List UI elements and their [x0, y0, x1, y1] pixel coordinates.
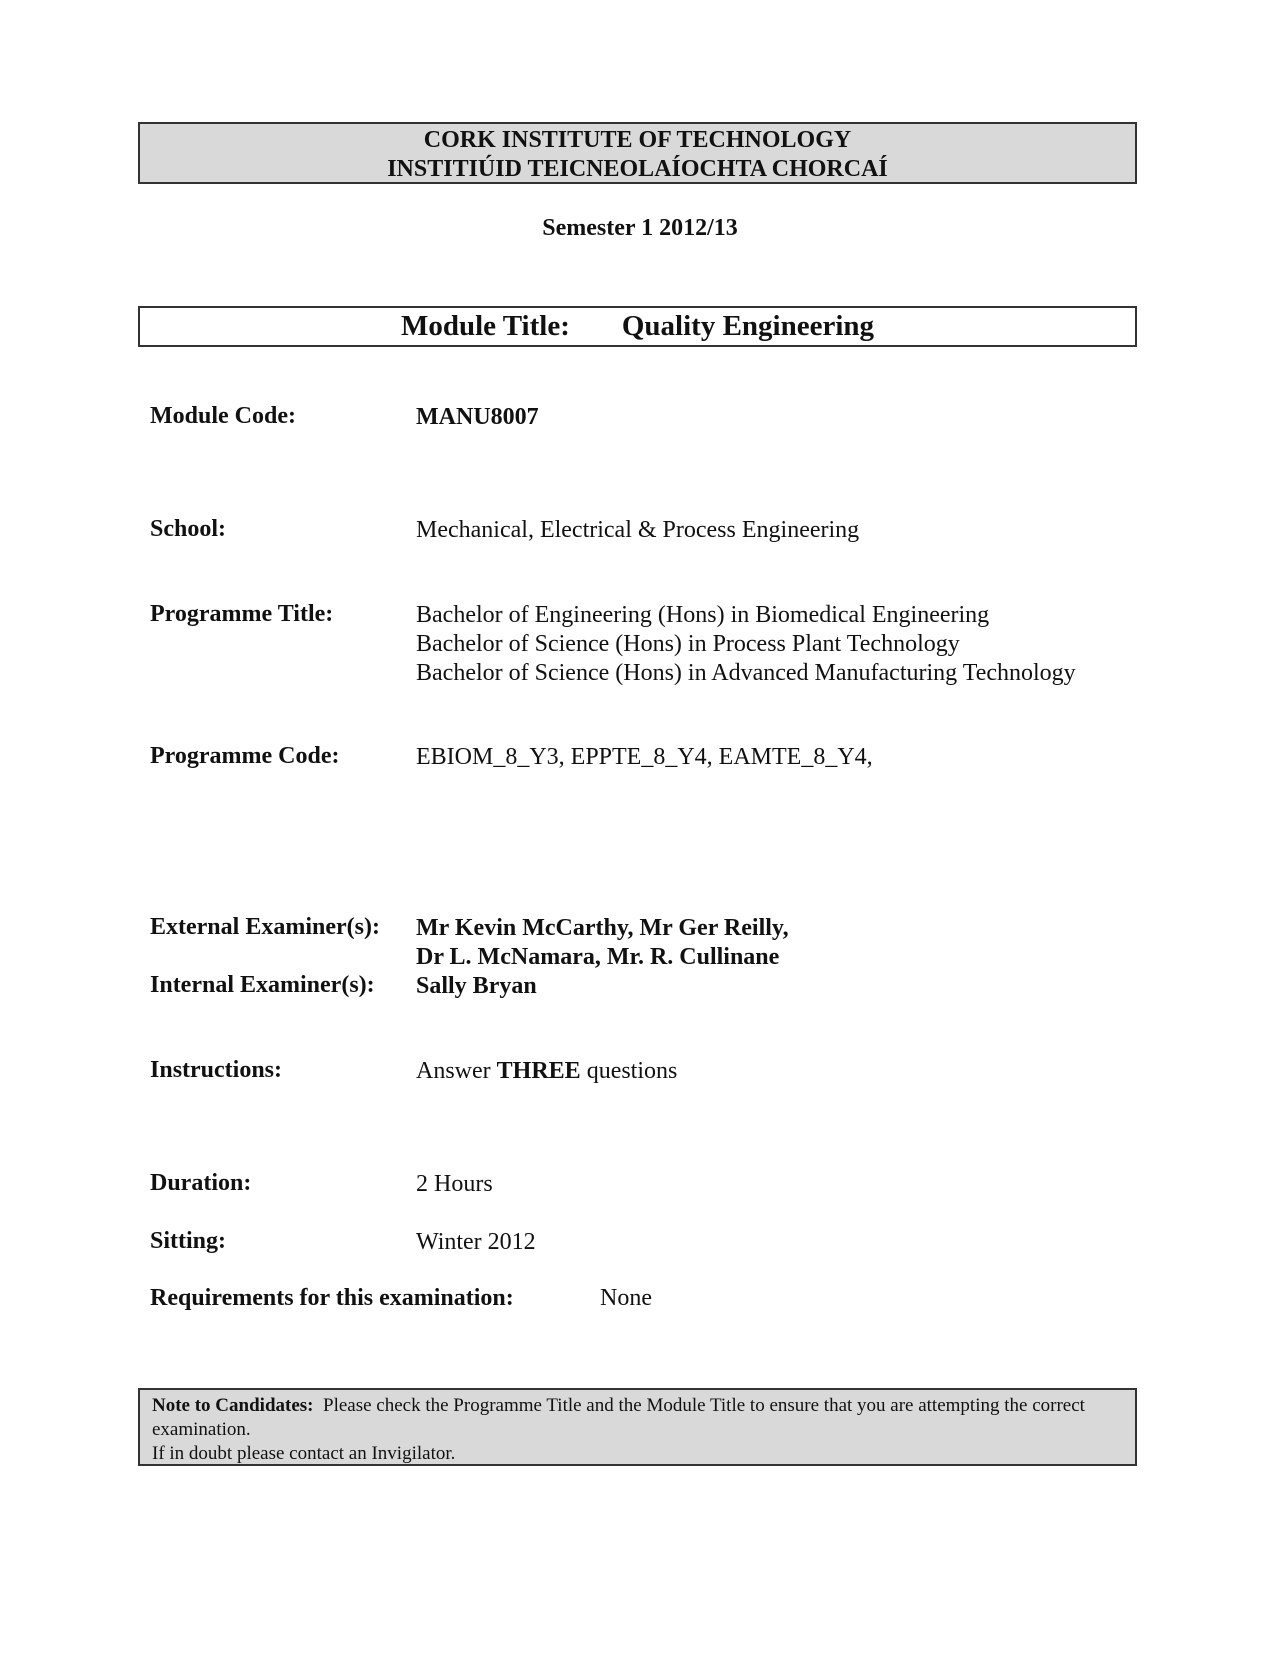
programme-code-label: Programme Code:	[150, 743, 340, 769]
requirements-value: None	[600, 1285, 652, 1311]
requirements-label: Requirements for this examination:	[150, 1285, 514, 1311]
institute-header	[138, 122, 1137, 184]
sitting-label: Sitting:	[150, 1228, 227, 1254]
institute-name-irish: INSTITIÚID TEICNEOLAÍOCHTA CHORCAÍ	[387, 156, 888, 182]
module-title-label: Module Title:	[400, 310, 570, 342]
internal-examiners-label: Internal Examiner(s):	[150, 972, 375, 998]
school-value: Mechanical, Electrical & Process Engineering	[416, 517, 860, 543]
duration-value: 2 Hours	[416, 1171, 493, 1197]
note-label: Note to Candidates:	[152, 1395, 314, 1416]
programme-title-label: Programme Title:	[150, 601, 334, 627]
module-title-value: Quality Engineering	[621, 310, 875, 342]
school-label: School:	[150, 516, 227, 542]
module-code-label: Module Code:	[150, 403, 296, 429]
instructions-prefix: Answer	[416, 1058, 491, 1084]
duration-label: Duration:	[150, 1170, 252, 1196]
module-code-value: MANU8007	[416, 404, 539, 430]
programme-title-line: Bachelor of Engineering (Hons) in Biomedical Engineering	[416, 602, 990, 628]
external-examiner-line: Dr L. McNamara, Mr. R. Cullinane	[416, 944, 780, 970]
instructions-label: Instructions:	[150, 1057, 283, 1083]
programme-title-values	[416, 601, 1076, 688]
external-examiners-values	[416, 914, 789, 972]
instructions-emphasis: THREE	[496, 1058, 581, 1084]
programme-code-value: EBIOM_8_Y3, EPPTE_8_Y4, EAMTE_8_Y4,	[416, 744, 873, 770]
note-to-candidates	[138, 1388, 1137, 1466]
sitting-value: Winter 2012	[416, 1229, 536, 1255]
external-examiners-label: External Examiner(s):	[150, 914, 380, 940]
note-text: Please check the Programme Title and the Module Title to ensure that you are attempting the correct examination.	[152, 1395, 1085, 1440]
note-line2: If in doubt please contact an Invigilator.	[152, 1443, 456, 1464]
instructions-suffix: questions	[586, 1058, 678, 1084]
internal-examiners-value: Sally Bryan	[416, 973, 537, 999]
institute-name-english: CORK INSTITUTE OF TECHNOLOGY	[423, 127, 852, 153]
note-paragraph	[152, 1394, 1123, 1442]
semester-heading: Semester 1 2012/13	[542, 215, 738, 241]
programme-title-line: Bachelor of Science (Hons) in Advanced Manufacturing Technology	[416, 660, 1076, 686]
module-title-box	[138, 306, 1137, 347]
programme-title-line: Bachelor of Science (Hons) in Process Plant Technology	[416, 631, 960, 657]
instructions-value	[416, 1057, 677, 1086]
external-examiner-line: Mr Kevin McCarthy, Mr Ger Reilly,	[416, 915, 789, 941]
